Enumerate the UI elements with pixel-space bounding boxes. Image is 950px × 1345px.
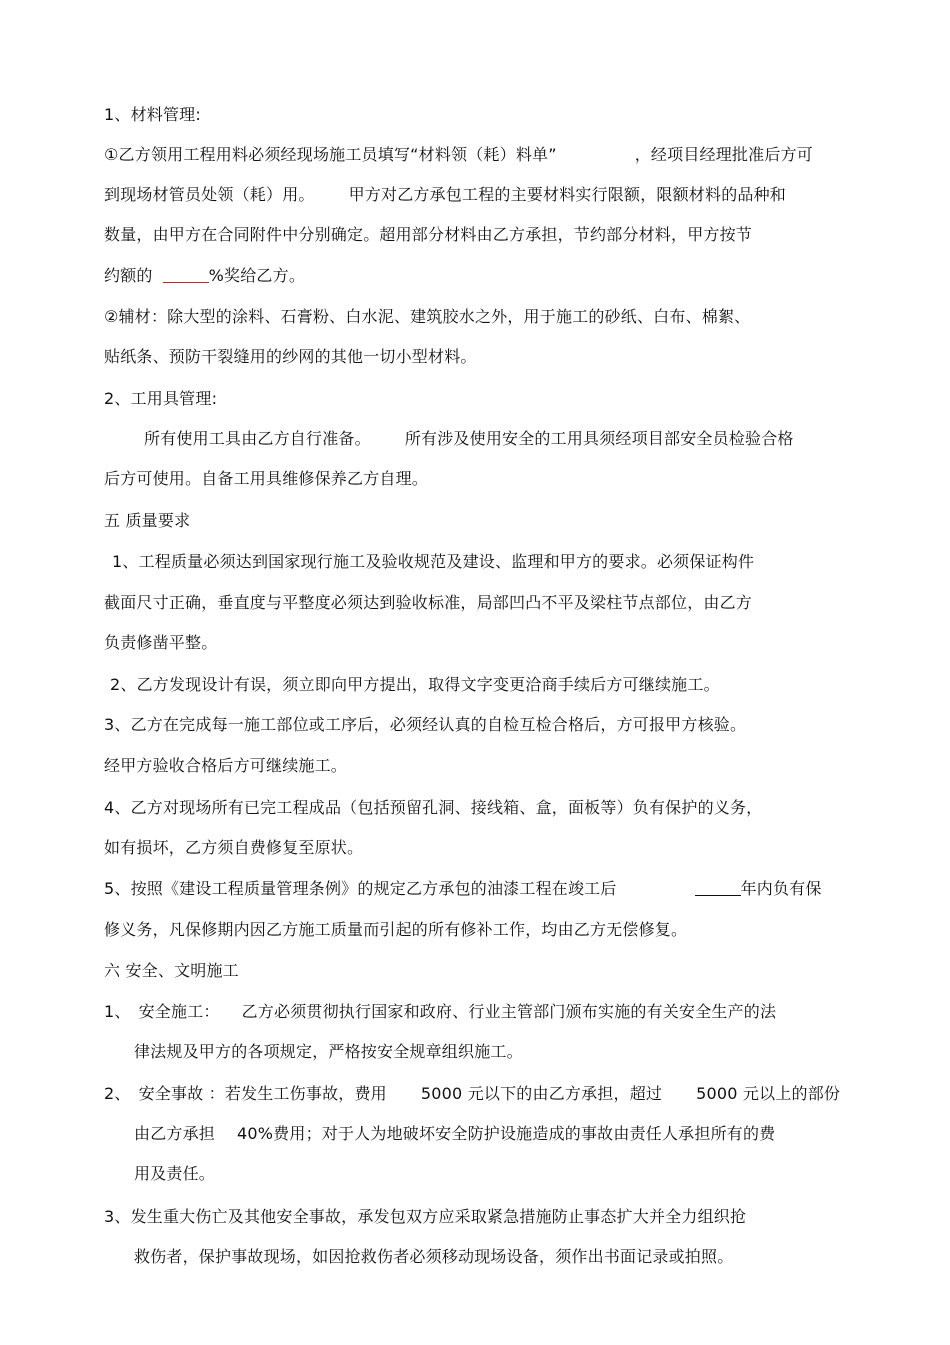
text-span: 约额的 xyxy=(104,266,153,285)
text-span: 安全事故 ：若发生工伤事故，费用 xyxy=(138,1084,387,1103)
paragraph-line: 3、发生重大伤亡及其他安全事故，承发包双方应采取紧急措施防止事态扩大并全力组织抢 xyxy=(104,1207,747,1226)
list-number: 1、 xyxy=(104,1002,131,1021)
paragraph-line: 负责修凿平整。 xyxy=(104,633,218,652)
text-span: ①乙方领用工程用料必须经现场施工员填写“材料领（耗）料单” xyxy=(104,145,557,164)
text-span: %奖给乙方。 xyxy=(208,266,306,285)
section-heading-tools: 2、工用具管理: xyxy=(104,389,218,408)
paragraph-line xyxy=(104,1083,840,1105)
paragraph-line xyxy=(104,184,786,206)
paragraph-line: 贴纸条、预防干裂缝用的纱网的其他一切小型材料。 xyxy=(104,347,477,366)
text-span: 5000 元以上的部份 xyxy=(696,1084,841,1103)
paragraph-line xyxy=(134,1123,775,1145)
section-heading-safety: 六 安全、文明施工 xyxy=(104,961,239,980)
text-span: 40%费用；对于人为地破坏安全防护设施造成的事故由责任人承担所有的费 xyxy=(237,1124,776,1143)
fill-in-blank xyxy=(695,879,741,896)
text-span: 5、按照《建设工程质量管理条例》的规定乙方承包的油漆工程在竣工后 xyxy=(104,879,617,898)
text-span: 5000 元以下的由乙方承担，超过 xyxy=(420,1084,663,1103)
paragraph-line: 经甲方验收合格后方可继续施工。 xyxy=(104,756,348,775)
paragraph-line: 用及责任。 xyxy=(134,1164,216,1183)
paragraph-line: 后方可使用。自备工用具维修保养乙方自理。 xyxy=(104,469,429,488)
text-span: 到现场材管员处领（耗）用。 xyxy=(104,185,315,204)
text-span: 甲方对乙方承包工程的主要材料实行限额，限额材料的品种和 xyxy=(348,185,787,204)
paragraph-line: 救伤者，保护事故现场，如因抢救伤者必须移动现场设备，须作出书面记录或拍照。 xyxy=(134,1247,734,1266)
paragraph-line: 4、乙方对现场所有已完工程成品（包括预留孔洞、接线箱、盒，面板等）负有保护的义务， xyxy=(104,798,763,817)
fill-in-blank xyxy=(163,266,209,283)
text-span: ，经项目经理批准后方可 xyxy=(634,145,813,164)
text-span: 乙方必须贯彻执行国家和政府、行业主管部门颁布实施的有关安全生产的法 xyxy=(241,1002,777,1021)
paragraph-line: 如有损坏，乙方须自费修复至原状。 xyxy=(104,838,364,857)
paragraph-line: 截面尺寸正确，垂直度与平整度必须达到验收标准，局部凹凸不平及梁柱节点部位，由乙方 xyxy=(104,593,753,612)
paragraph-line: 2、乙方发现设计有误，须立即向甲方提出，取得文字变更洽商手续后方可继续施工。 xyxy=(110,675,720,694)
paragraph-line: 数量，由甲方在合同附件中分别确定。超用部分材料由乙方承担，节约部分材料，甲方按节 xyxy=(104,225,753,244)
section-heading-quality: 五 质量要求 xyxy=(104,511,191,530)
section-heading-materials: 1、材料管理: xyxy=(104,105,201,124)
paragraph-line: 3、乙方在完成每一施工部位或工序后，必须经认真的自检互检合格后，方可报甲方核验。 xyxy=(104,715,747,734)
paragraph-line: 律法规及甲方的各项规定，严格按安全规章组织施工。 xyxy=(134,1042,523,1061)
paragraph-line xyxy=(104,265,305,287)
text-span: 所有使用工具由乙方自行准备。 xyxy=(144,429,371,448)
paragraph-line: 修义务，凡保修期内因乙方施工质量而引起的所有修补工作，均由乙方无偿修复。 xyxy=(104,920,688,939)
paragraph-line xyxy=(104,144,813,166)
paragraph-line: 1、工程质量必须达到国家现行施工及验收规范及建设、监理和甲方的要求。必须保证构件 xyxy=(112,552,755,571)
text-span: 年内负有保 xyxy=(740,879,822,898)
list-number: 2、 xyxy=(104,1084,131,1103)
paragraph-line: ②辅材：除大型的涂料、石膏粉、白水泥、建筑胶水之外，用于施工的砂纸、白布、棉絮、 xyxy=(104,307,751,326)
paragraph-line xyxy=(104,878,822,900)
text-span: 所有涉及使用安全的工用具须经项目部安全员检验合格 xyxy=(404,429,794,448)
paragraph-line xyxy=(104,1001,776,1023)
text-span: 由乙方承担 xyxy=(134,1124,216,1143)
paragraph-line xyxy=(144,428,794,450)
text-span: 安全施工： xyxy=(138,1002,220,1021)
